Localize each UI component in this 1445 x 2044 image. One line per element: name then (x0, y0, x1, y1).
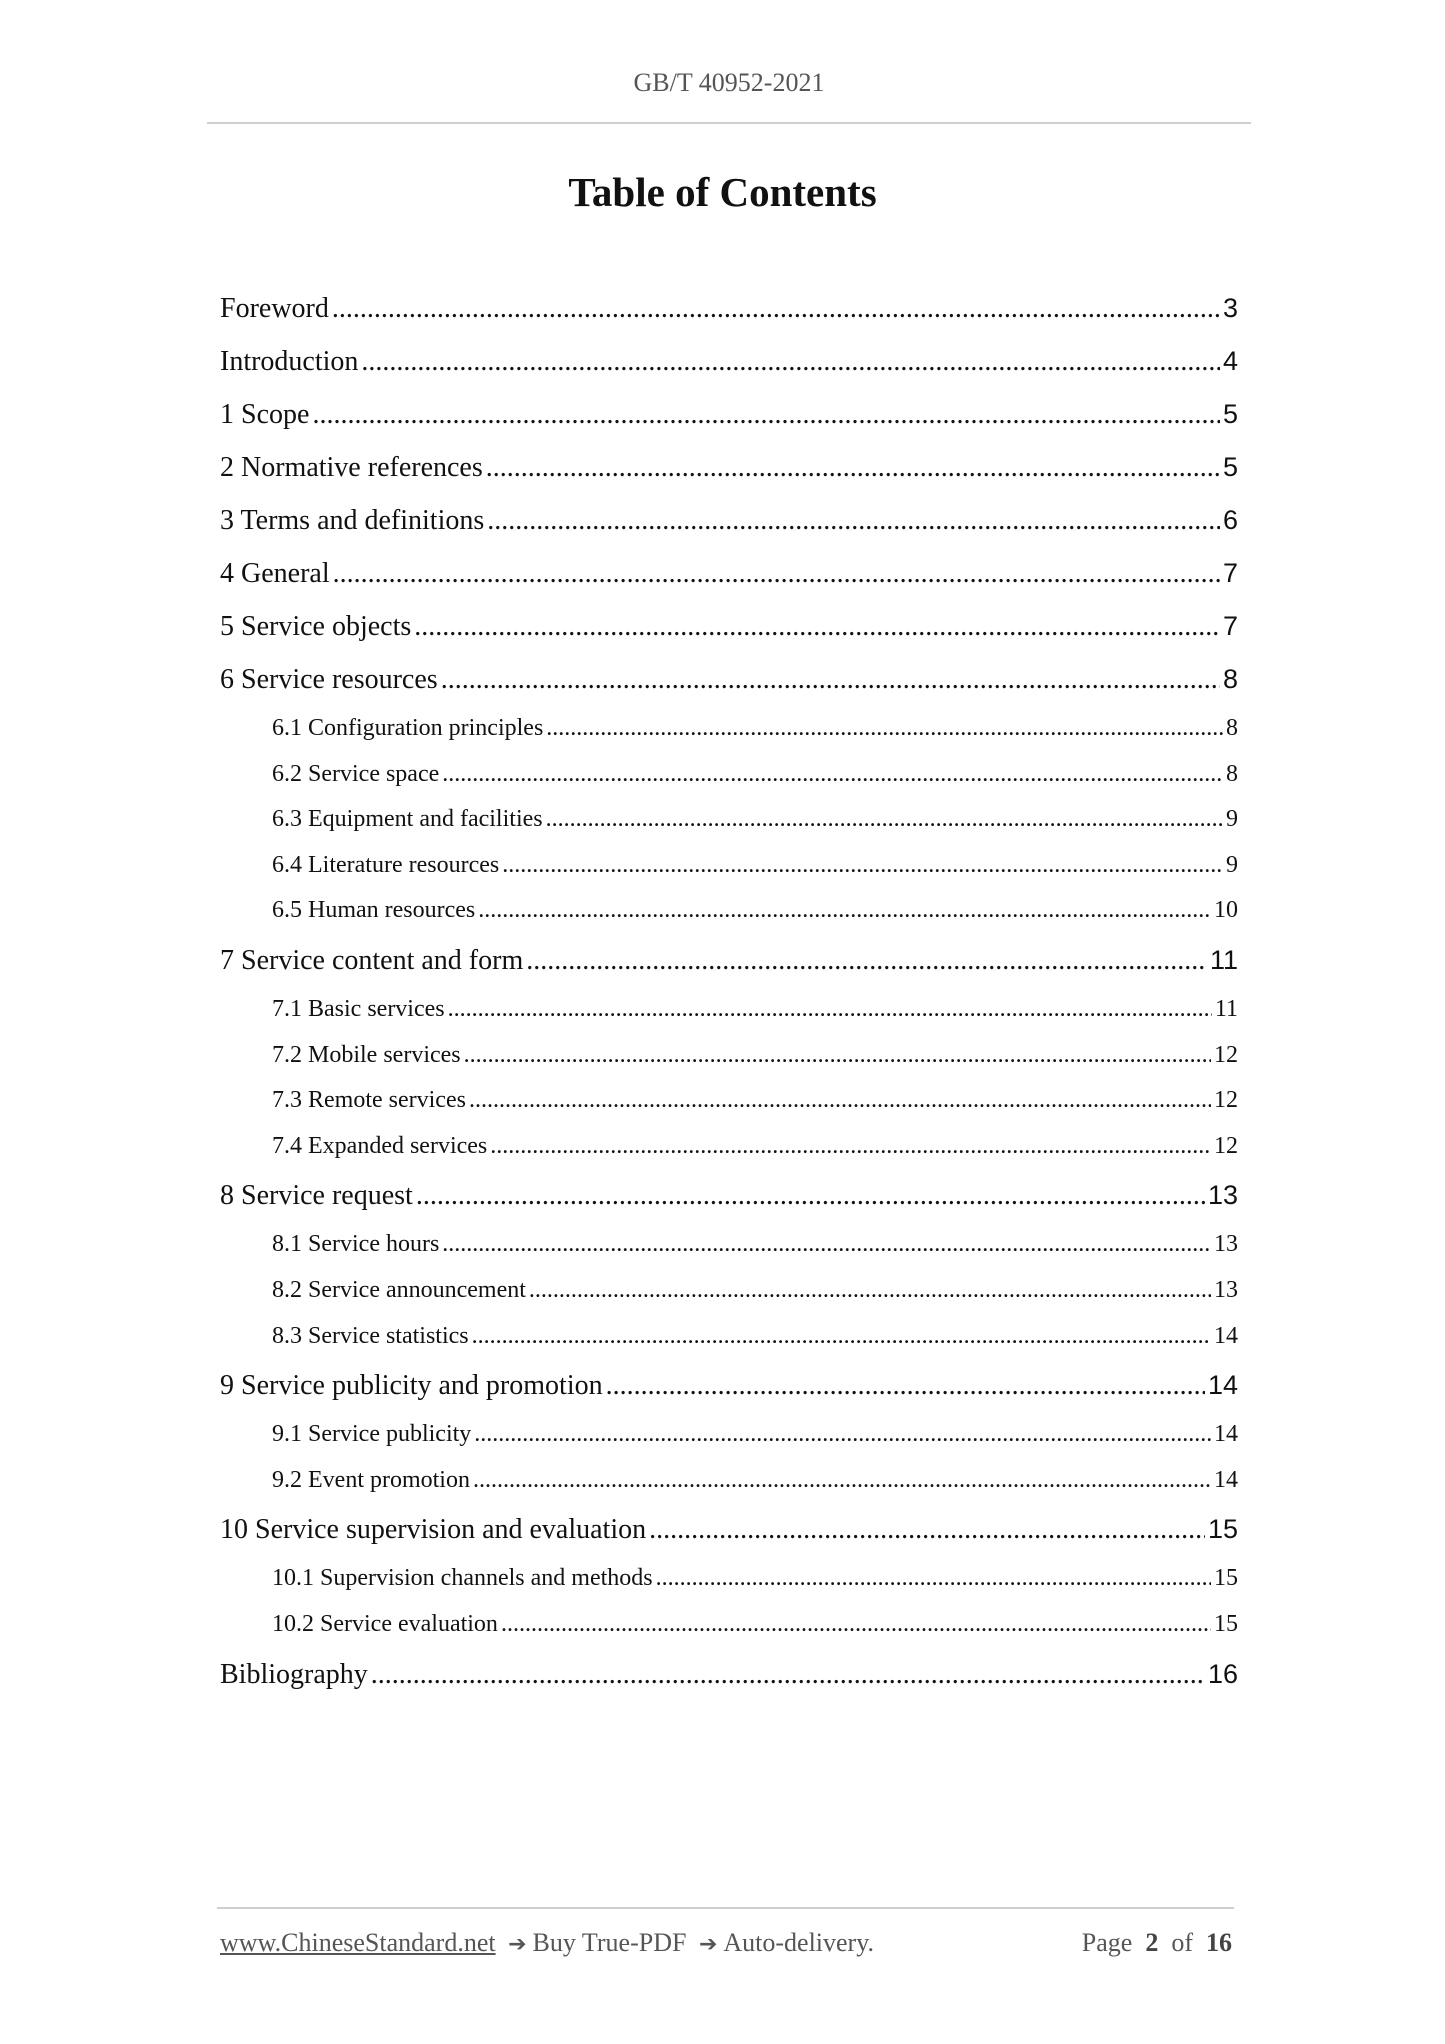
toc-entry-page: 3 (1222, 293, 1238, 323)
toc-subentry[interactable] (220, 1412, 1238, 1458)
dot-leader (486, 441, 1220, 494)
toc-entry-page: 9 (1226, 851, 1238, 878)
toc-entry[interactable] (220, 653, 1238, 706)
dot-leader (442, 752, 1223, 798)
toc-subentry[interactable] (220, 1124, 1238, 1170)
toc-subentry[interactable] (220, 1033, 1238, 1079)
toc-entry-page: 14 (1214, 1421, 1238, 1448)
page-word: Page (1081, 1928, 1133, 1957)
dot-leader (441, 653, 1220, 706)
toc-entry[interactable] (220, 335, 1238, 388)
toc-entry-label: 6 Service resources (220, 664, 438, 695)
toc-subentry[interactable] (220, 1314, 1238, 1360)
toc-entry-label: 5 Service objects (220, 611, 412, 642)
dot-leader (361, 335, 1220, 388)
toc-entry-label: 10.2 Service evaluation (272, 1610, 498, 1637)
dot-leader (502, 843, 1223, 889)
toc-entry-label: 8.1 Service hours (272, 1231, 440, 1258)
toc-entry-page: 14 (1207, 1370, 1238, 1401)
dot-leader (469, 1078, 1211, 1124)
footer-divider (217, 1907, 1234, 1909)
running-header: GB/T 40952-2021 (633, 68, 825, 97)
toc-entry-page: 12 (1214, 1132, 1238, 1159)
toc-entry-page: 7 (1222, 558, 1238, 588)
toc-entry[interactable] (220, 282, 1238, 335)
toc-entry-label: 6.1 Configuration principles (272, 715, 544, 741)
dot-leader (490, 1124, 1211, 1170)
toc-entry-page: 7 (1222, 611, 1238, 641)
toc-subentry[interactable] (220, 987, 1238, 1033)
toc-entry[interactable] (220, 1359, 1238, 1412)
toc-subentry[interactable] (220, 1078, 1238, 1124)
dot-leader (501, 1602, 1211, 1648)
buy-text: Buy True-PDF (532, 1928, 687, 1957)
toc-subentry[interactable] (220, 1268, 1238, 1314)
dot-leader (473, 1458, 1211, 1504)
dot-leader (487, 494, 1220, 547)
dot-leader (649, 1503, 1205, 1556)
toc-subentry[interactable] (220, 888, 1238, 934)
toc-entry[interactable] (220, 1169, 1238, 1222)
toc-subentry[interactable] (220, 1222, 1238, 1268)
toc-entry-label: 3 Terms and definitions (220, 505, 485, 536)
dot-leader (448, 987, 1212, 1033)
toc-entry-page: 16 (1207, 1658, 1238, 1689)
toc-entry[interactable] (220, 441, 1238, 494)
toc-entry-page: 8 (1226, 715, 1238, 741)
header-divider (207, 122, 1251, 124)
toc-entry-label: 8.2 Service announcement (272, 1276, 526, 1303)
toc-entry-label: Bibliography (220, 1658, 368, 1690)
toc-entry-page: 14 (1214, 1322, 1238, 1349)
of-word: of (1171, 1928, 1193, 1957)
footer (220, 1928, 1232, 1958)
toc-entry-label: 7 Service content and form (220, 944, 524, 976)
toc-entry-page: 8 (1222, 664, 1238, 694)
page-indicator (1082, 1928, 1232, 1958)
toc-subentry[interactable] (220, 706, 1238, 752)
footer-left (220, 1928, 874, 1958)
toc-entry-page: 8 (1226, 760, 1238, 787)
toc-entry-page: 10 (1214, 897, 1238, 924)
dot-leader (529, 1268, 1211, 1314)
toc-entry-page: 15 (1207, 1514, 1238, 1545)
current-page: 2 (1145, 1928, 1159, 1957)
toc-entry[interactable] (220, 1648, 1238, 1701)
toc-entry-label: 6.4 Literature resources (272, 851, 500, 878)
dot-leader (546, 706, 1223, 752)
toc-entry[interactable] (220, 494, 1238, 547)
toc-entry-page: 11 (1214, 995, 1238, 1022)
toc-subentry[interactable] (220, 797, 1238, 843)
toc-entry-label: 9.2 Event promotion (272, 1466, 470, 1493)
dot-leader (656, 1556, 1211, 1602)
toc-entry[interactable] (220, 1503, 1238, 1556)
toc-subentry[interactable] (220, 752, 1238, 798)
toc-entry-label: 9 Service publicity and promotion (220, 1370, 603, 1402)
toc-subentry[interactable] (220, 1602, 1238, 1648)
toc-entry-label: 1 Scope (220, 399, 310, 430)
toc-entry-label: Introduction (220, 346, 359, 377)
toc-entry-label: 6.3 Equipment and facilities (272, 806, 543, 833)
toc-entry-label: 9.1 Service publicity (272, 1421, 472, 1448)
toc-entry-label: 7.4 Expanded services (272, 1132, 488, 1159)
toc-entry-label: 4 General (220, 558, 330, 589)
toc-entry-label: 8.3 Service statistics (272, 1322, 469, 1349)
dot-leader (546, 797, 1223, 843)
toc-entry-page: 5 (1222, 452, 1238, 482)
website-link[interactable]: www.ChineseStandard.net (220, 1928, 496, 1957)
toc-subentry[interactable] (220, 1556, 1238, 1602)
toc-entry-page: 12 (1214, 1087, 1238, 1114)
toc-entry-label: 7.2 Mobile services (272, 1041, 461, 1068)
dot-leader (606, 1359, 1205, 1412)
toc-entry-label: 2 Normative references (220, 452, 483, 483)
toc-entry[interactable] (220, 388, 1238, 441)
dot-leader (333, 547, 1220, 600)
toc-entry-label: 7.1 Basic services (272, 995, 445, 1022)
toc-entry-page: 15 (1214, 1565, 1238, 1592)
toc-subentry[interactable] (220, 843, 1238, 889)
toc-entry-label: 6.2 Service space (272, 760, 440, 787)
toc-entry-page: 9 (1226, 806, 1238, 833)
dot-leader (464, 1033, 1211, 1079)
arrow-right-icon: ➔ (698, 1932, 718, 1957)
toc-entry[interactable] (220, 547, 1238, 600)
toc-subentry[interactable] (220, 1458, 1238, 1504)
dot-leader (526, 934, 1207, 987)
dot-leader (472, 1314, 1211, 1360)
dot-leader (442, 1222, 1211, 1268)
toc-entry[interactable] (220, 934, 1238, 987)
dot-leader (416, 1169, 1205, 1222)
toc-entry-label: 6.5 Human resources (272, 897, 476, 924)
dot-leader (414, 600, 1220, 653)
toc-entry-page: 13 (1214, 1276, 1238, 1303)
toc-entry-label: 10 Service supervision and evaluation (220, 1514, 647, 1546)
dot-leader (312, 388, 1220, 441)
page-title: Table of Contents (568, 169, 877, 215)
toc-entry-page: 13 (1214, 1231, 1238, 1258)
toc-entry-page: 14 (1214, 1466, 1238, 1493)
dot-leader (332, 282, 1220, 335)
toc-entry-page: 15 (1214, 1610, 1238, 1637)
arrow-right-icon: ➔ (508, 1932, 527, 1957)
toc-entry-label: 10.1 Supervision channels and methods (272, 1565, 653, 1592)
dot-leader (371, 1648, 1205, 1701)
toc-entry-page: 4 (1222, 346, 1238, 376)
toc-entry[interactable] (220, 600, 1238, 653)
toc-entry-label: 8 Service request (220, 1180, 413, 1212)
toc-entry-page: 11 (1209, 944, 1238, 975)
toc-entry-label: Foreword (220, 293, 329, 324)
dot-leader (478, 888, 1211, 934)
toc-entry-page: 12 (1214, 1041, 1238, 1068)
toc-entry-page: 13 (1207, 1180, 1238, 1211)
toc-entry-page: 6 (1222, 505, 1238, 535)
delivery-text: Auto-delivery. (723, 1928, 875, 1957)
table-of-contents (220, 282, 1238, 1701)
dot-leader (474, 1412, 1211, 1458)
toc-entry-page: 5 (1222, 399, 1238, 429)
total-pages: 16 (1206, 1928, 1232, 1957)
toc-entry-label: 7.3 Remote services (272, 1087, 466, 1114)
